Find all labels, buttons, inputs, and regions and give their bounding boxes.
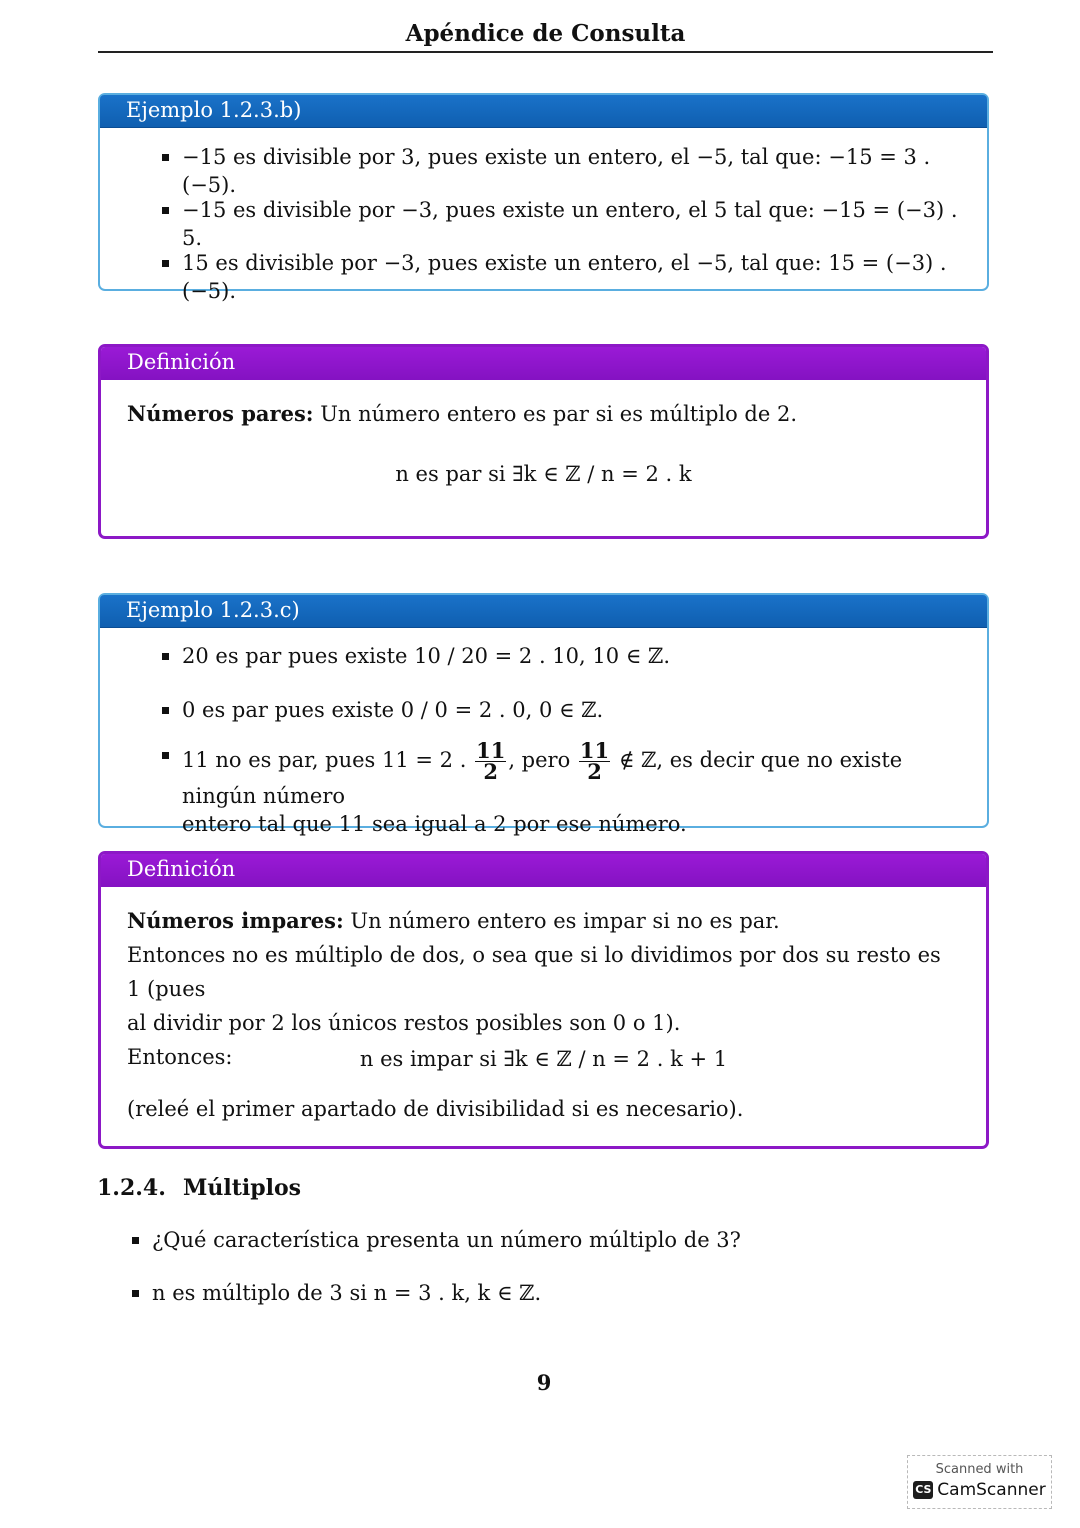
example-box-c [98, 593, 989, 836]
badge-brand [908, 1480, 1051, 1500]
item-text: ∉ ℤ, es decir que no existe ningún número [182, 748, 903, 808]
definition-box-odd-title: Definición [101, 854, 986, 887]
camscanner-badge [907, 1455, 1052, 1509]
badge-brand-name: CamScanner [937, 1480, 1046, 1500]
list-item: ¿Qué característica presenta un número múltiplo de 3? [152, 1228, 741, 1252]
definition-box-even-title: Definición [101, 347, 986, 380]
badge-caption: Scanned with [935, 1462, 1024, 1477]
definition-term: Números pares: [127, 401, 314, 426]
list-item [182, 738, 967, 838]
definition-body: Entonces: [127, 1045, 233, 1069]
page-header: Apéndice de Consulta [98, 20, 993, 53]
fraction-eleven-halves: $\frac{11}{2}$ [579, 738, 610, 784]
page-number: 9 [536, 1370, 552, 1395]
list-item: 20 es par pues existe 10 / 20 = 2 . 10, 10 ∈ ℤ. [182, 642, 967, 670]
section-title: Múltiplos [183, 1175, 302, 1201]
item-text-continued: entero tal que 11 sea igual a 2 por ese número. [182, 812, 687, 836]
example-box-b [98, 93, 989, 303]
definition-even-text [127, 397, 960, 431]
item-text: , pero [508, 748, 571, 772]
example-box-b-title: Ejemplo 1.2.3.b) [100, 95, 987, 128]
definition-body: Un número entero es impar si no es par. [343, 909, 780, 933]
definition-body: Un número entero es par si es múltiplo de 2. [313, 402, 798, 426]
section-number: 1.2.4. [97, 1175, 166, 1201]
definition-term: Números impares: [127, 908, 344, 933]
list-item: −15 es divisible por 3, pues existe un entero, el −5, tal que: −15 = 3 . (−5). [182, 143, 967, 199]
list-item: n es múltiplo de 3 si n = 3 . k, k ∈ ℤ. [152, 1281, 542, 1305]
definition-odd-formula: n es impar si ∃k ∈ ℤ / n = 2 . k + 1 [359, 1047, 728, 1071]
definition-box-odd [98, 851, 989, 1149]
list-item: −15 es divisible por −3, pues existe un entero, el 5 tal que: −15 = (−3) . 5. [182, 196, 967, 252]
definition-box-even [98, 344, 989, 539]
example-box-c-title: Ejemplo 1.2.3.c) [100, 595, 987, 628]
list-item: 0 es par pues existe 0 / 0 = 2 . 0, 0 ∈ ℤ. [182, 696, 967, 724]
definition-even-formula: n es par si ∃k ∈ ℤ / n = 2 . k [395, 462, 692, 486]
camscanner-logo-icon: CS [913, 1481, 933, 1499]
definition-body: Entonces no es múltiplo de dos, o sea que si lo dividimos por dos su resto es 1 (pues [127, 943, 941, 1001]
definition-odd-note: (releé el primer apartado de divisibilidad si es necesario). [127, 1097, 744, 1121]
list-item: 15 es divisible por −3, pues existe un entero, el −5, tal que: 15 = (−3) . (−5). [182, 249, 967, 305]
item-text: 11 no es par, pues 11 = 2 . [182, 748, 467, 772]
definition-body: al dividir por 2 los únicos restos posibles son 0 o 1). [127, 1011, 681, 1035]
fraction-eleven-halves: $\frac{11}{2}$ [476, 738, 506, 784]
section-heading [97, 1175, 301, 1201]
